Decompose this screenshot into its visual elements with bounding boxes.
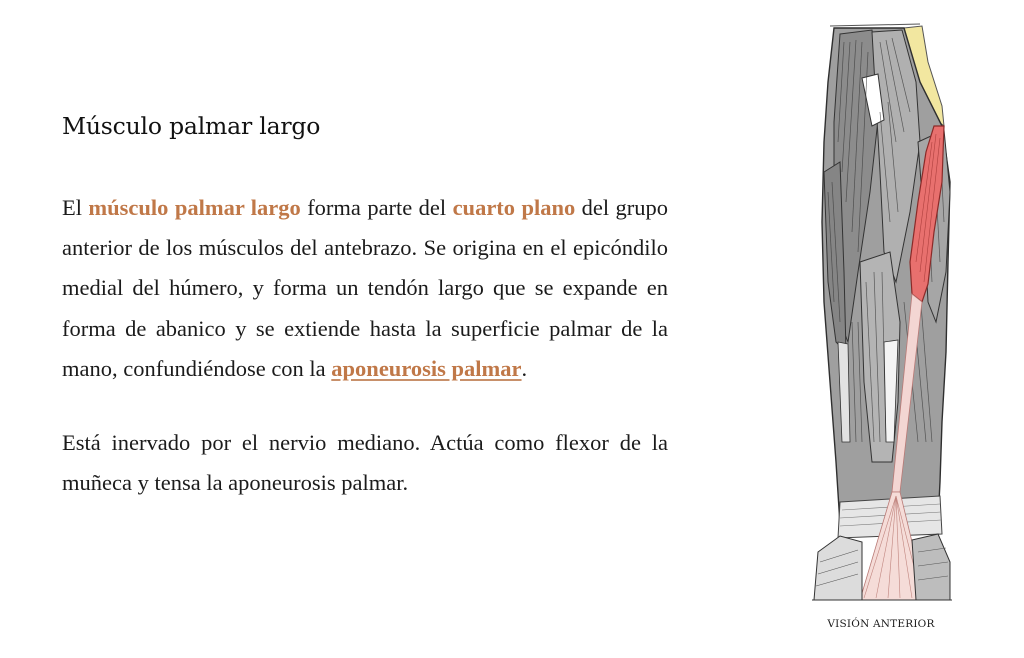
paragraph-text: del grupo anterior de los músculos del antebrazo. Se origina en el epicóndilo medial del húmero, y forma un tendón largo que se expande en forma de abanico y se extiende hasta la superficie palmar de la mano, confundiéndose con la: [62, 195, 668, 381]
paragraph-text: forma parte del: [300, 195, 453, 220]
page-title: Músculo palmar largo: [62, 112, 321, 140]
paragraph-text: El: [62, 195, 89, 220]
article-content: [62, 108, 668, 503]
muscle-name-term: músculo palmar largo: [88, 195, 301, 220]
figure-caption: VISIÓN ANTERIOR: [827, 618, 935, 630]
aponeurosis-palmar-link[interactable]: aponeurosis palmar: [331, 355, 522, 381]
paragraph-text: .: [521, 355, 528, 381]
description-paragraph: [62, 188, 668, 389]
innervation-paragraph: Está inervado por el nervio mediano. Actúa como flexor de la muñeca y tensa la aponeurosis palmar.: [62, 430, 668, 496]
fourth-plane-term: cuarto plano: [452, 195, 576, 220]
forearm-anatomy-illustration-icon: [800, 22, 970, 612]
forearm-figure: [800, 22, 970, 637]
